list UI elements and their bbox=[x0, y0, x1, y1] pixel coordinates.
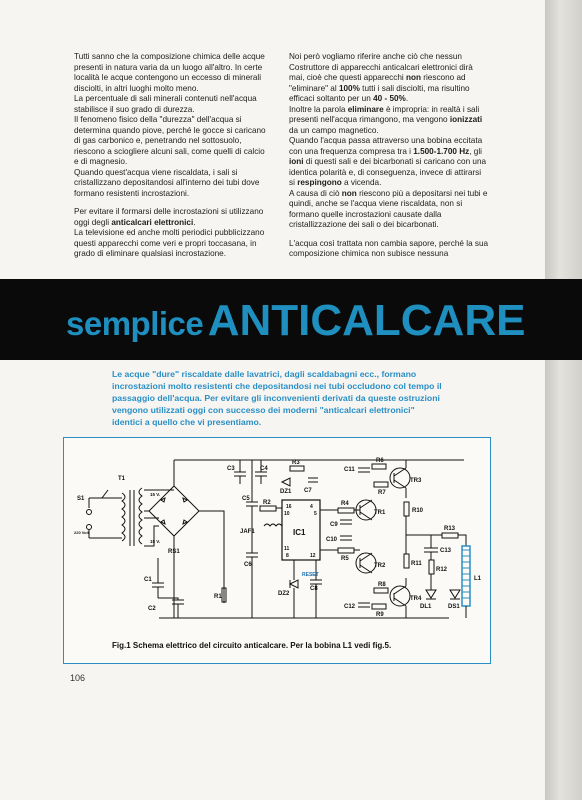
label: C12 bbox=[344, 604, 356, 610]
resistor-r4 bbox=[338, 508, 354, 513]
capacitor-c4 bbox=[255, 460, 267, 484]
pin-label: 10 bbox=[284, 511, 290, 517]
paragraph: Quando quest'acqua viene riscaldata, i sali si cristallizzano depositandosi all'interno dei tubi dove formano resistenti incrostazioni. bbox=[74, 167, 260, 198]
paragraph: A causa di ciò non riescono più a depositarsi nei tubi e quindi, anche se l'acqua viene riscaldata, non si formano quelle incrostazioni causate dalla cristallizzazione dei sali o dei bicarbonati. bbox=[289, 188, 488, 229]
label: IC1 bbox=[293, 528, 306, 537]
label: 15 V. bbox=[150, 492, 161, 497]
resistor-r9 bbox=[372, 604, 386, 609]
transistor-tr3 bbox=[390, 468, 410, 488]
label: R12 bbox=[436, 567, 448, 573]
resistor-r2 bbox=[260, 506, 276, 511]
zener-dz1 bbox=[282, 478, 290, 486]
capacitor-c10 bbox=[340, 536, 352, 540]
label: 220 Volt bbox=[74, 530, 90, 535]
resistor-r10 bbox=[404, 502, 409, 516]
label: TR4 bbox=[410, 596, 422, 602]
page-number: 106 bbox=[70, 673, 86, 683]
label: RS1 bbox=[168, 549, 180, 555]
switch-s1 bbox=[102, 490, 108, 498]
paragraph: La percentuale di sali minerali contenuti nell'acqua stabilisce il suo grado di durezza. bbox=[74, 94, 257, 114]
label: R8 bbox=[378, 582, 386, 588]
resistor-r7 bbox=[374, 482, 388, 487]
coil-l1 bbox=[462, 546, 470, 606]
label: C13 bbox=[440, 548, 452, 554]
label: R11 bbox=[411, 561, 422, 567]
label: TR1 bbox=[374, 510, 386, 516]
resistor-r3 bbox=[290, 466, 304, 471]
label: TR3 bbox=[410, 478, 422, 484]
mains-terminal bbox=[87, 510, 92, 515]
inductor-jaf1 bbox=[264, 524, 282, 526]
transformer-t1 bbox=[122, 488, 142, 546]
wire bbox=[406, 516, 466, 590]
label: JAF1 bbox=[240, 529, 255, 535]
capacitor-c6 bbox=[246, 553, 258, 557]
paragraph: Noi però vogliamo riferire anche ciò che nessun Costruttore di apparecchi anticalcari elettronici dirà mai, cioè che questi apparecchi non riescono ad "eliminare" al 100% tutti i sali disciolti, ma risultino efficaci soltanto per un 40 - 50%. bbox=[289, 52, 473, 103]
label: C7 bbox=[304, 488, 312, 494]
label: C5 bbox=[242, 496, 250, 502]
paragraph: L'acqua così trattata non cambia sapore, perché la sua composizione chimica non subisce nessuna bbox=[289, 238, 489, 258]
schematic-drawing bbox=[64, 438, 490, 663]
circuit-schematic bbox=[63, 437, 491, 664]
paragraph: La televisione ed anche molti periodici pubblicizzano questi apparecchi come veri e propri toccasana, in grado di eliminare qualsiasi incrostazione. bbox=[74, 228, 265, 258]
pin-label: 12 bbox=[310, 553, 316, 559]
label: R7 bbox=[378, 490, 386, 496]
pin-label: 11 bbox=[284, 546, 290, 552]
label: 15 V. bbox=[150, 539, 161, 544]
article-intro: Le acque "dure" riscaldate dalle lavatrici, dagli scaldabagni ecc., formano incrostazioni molto resistenti che depositandosi nei tubi occludono col tempo il passaggio dell'acqua. Per evitare gli inconvenienti derivati da queste ostruzioni vengono utilizzati oggi con successo dei moderni "anticalcari elettronici" identici a quello che vi presentiamo. bbox=[112, 369, 442, 427]
label: DS1 bbox=[448, 604, 460, 610]
pin-label: 8 bbox=[286, 553, 289, 559]
paragraph: Quando l'acqua passa attraverso una bobina eccitata con una frequenza compresa tra i 1.500-1.700 Hz, gli ioni di questi sali e dei bicarbonati si caricano con una identica polarità e, di conseguenza, invece di attirarsi si respingono a vicenda. bbox=[289, 136, 487, 187]
resistor-r11 bbox=[404, 554, 409, 568]
label: R4 bbox=[341, 501, 349, 507]
label: C3 bbox=[227, 466, 235, 472]
capacitor-c5 bbox=[246, 502, 258, 506]
label: R3 bbox=[292, 460, 300, 466]
label: C2 bbox=[148, 606, 156, 612]
label: TR2 bbox=[374, 563, 386, 569]
zener-dz2 bbox=[290, 580, 298, 588]
label: C10 bbox=[326, 537, 338, 543]
resistor-r12 bbox=[429, 560, 434, 574]
label: DL1 bbox=[420, 604, 432, 610]
label: C11 bbox=[344, 467, 355, 473]
transistor-tr4 bbox=[390, 586, 410, 606]
resistor-r6 bbox=[372, 464, 386, 469]
capacitor-c7 bbox=[308, 478, 318, 482]
capacitor-c1 bbox=[152, 558, 164, 598]
paragraph: Tutti sanno che la composizione chimica delle acque presenti in natura varia da un luogo all'altro. In certe località le acque contengono un eccesso di minerali disciolti, in altri luoghi molto meno. bbox=[74, 52, 265, 93]
label: R5 bbox=[341, 556, 349, 562]
label: C8 bbox=[310, 586, 318, 592]
resistor-r8 bbox=[374, 588, 388, 593]
diode-dl1 bbox=[426, 590, 436, 599]
paragraph: Inoltre la parola eliminare è impropria: in realtà i sali presenti nell'acqua rimangono, ma vengono ionizzati da un campo magnetico. bbox=[289, 104, 483, 135]
wire bbox=[144, 511, 224, 618]
resistor-r5 bbox=[338, 548, 354, 553]
paragraph: Il fenomeno fisico della "durezza" dell'acqua si determina quando piove, perché le gocce si caricano di gas carbonico e, penetrando nel sottosuolo, riescono a sciogliere alcuni sali, come quelli di calcio e di magnesio. bbox=[74, 115, 266, 166]
wire bbox=[394, 460, 406, 618]
capacitor-c11 bbox=[358, 468, 370, 472]
figure-caption: Fig.1 Schema elettrico del circuito anticalcare. Per la bobina L1 vedi fig.5. bbox=[112, 641, 392, 650]
label: C6 bbox=[244, 562, 252, 568]
wire bbox=[144, 490, 174, 546]
title-big: ANTICALCARE bbox=[207, 296, 526, 345]
capacitor-c8 bbox=[310, 580, 322, 584]
label: R9 bbox=[376, 612, 384, 618]
label: R13 bbox=[444, 526, 456, 532]
label: T1 bbox=[118, 476, 126, 482]
resistor-r13 bbox=[442, 533, 458, 538]
label: C1 bbox=[144, 577, 152, 583]
pin-label: 16 bbox=[286, 504, 292, 510]
capacitor-c9 bbox=[340, 520, 352, 524]
wire bbox=[320, 510, 360, 550]
label: R6 bbox=[376, 458, 384, 464]
wire bbox=[158, 598, 178, 618]
pin-label: 5 bbox=[314, 511, 317, 517]
capacitor-c3 bbox=[234, 460, 246, 484]
text-column-left bbox=[74, 52, 270, 266]
next-page-edge bbox=[545, 0, 582, 800]
transistor-tr2 bbox=[356, 553, 376, 573]
capacitor-c13 bbox=[424, 548, 438, 552]
label: L1 bbox=[474, 576, 482, 582]
label: R2 bbox=[263, 500, 271, 506]
text-column-right bbox=[289, 52, 489, 266]
mains-terminal bbox=[87, 525, 92, 530]
diode-ds1 bbox=[450, 590, 460, 599]
pin-label: 4 bbox=[310, 504, 313, 510]
label: R1 bbox=[214, 594, 222, 600]
wire bbox=[89, 498, 122, 538]
label: DZ1 bbox=[280, 489, 292, 495]
label: R10 bbox=[412, 508, 424, 514]
article-title bbox=[66, 296, 525, 346]
capacitor-c12 bbox=[358, 603, 370, 607]
paragraph: Per evitare il formarsi delle incrostazioni si utilizzano oggi degli anticalcari elettronici. bbox=[74, 207, 264, 227]
label: DZ2 bbox=[278, 591, 290, 597]
wire bbox=[360, 500, 372, 573]
label: RESET bbox=[302, 572, 319, 578]
label: C9 bbox=[330, 522, 338, 528]
label: C4 bbox=[260, 466, 268, 472]
title-small: semplice bbox=[66, 305, 204, 342]
label: S1 bbox=[77, 496, 85, 502]
